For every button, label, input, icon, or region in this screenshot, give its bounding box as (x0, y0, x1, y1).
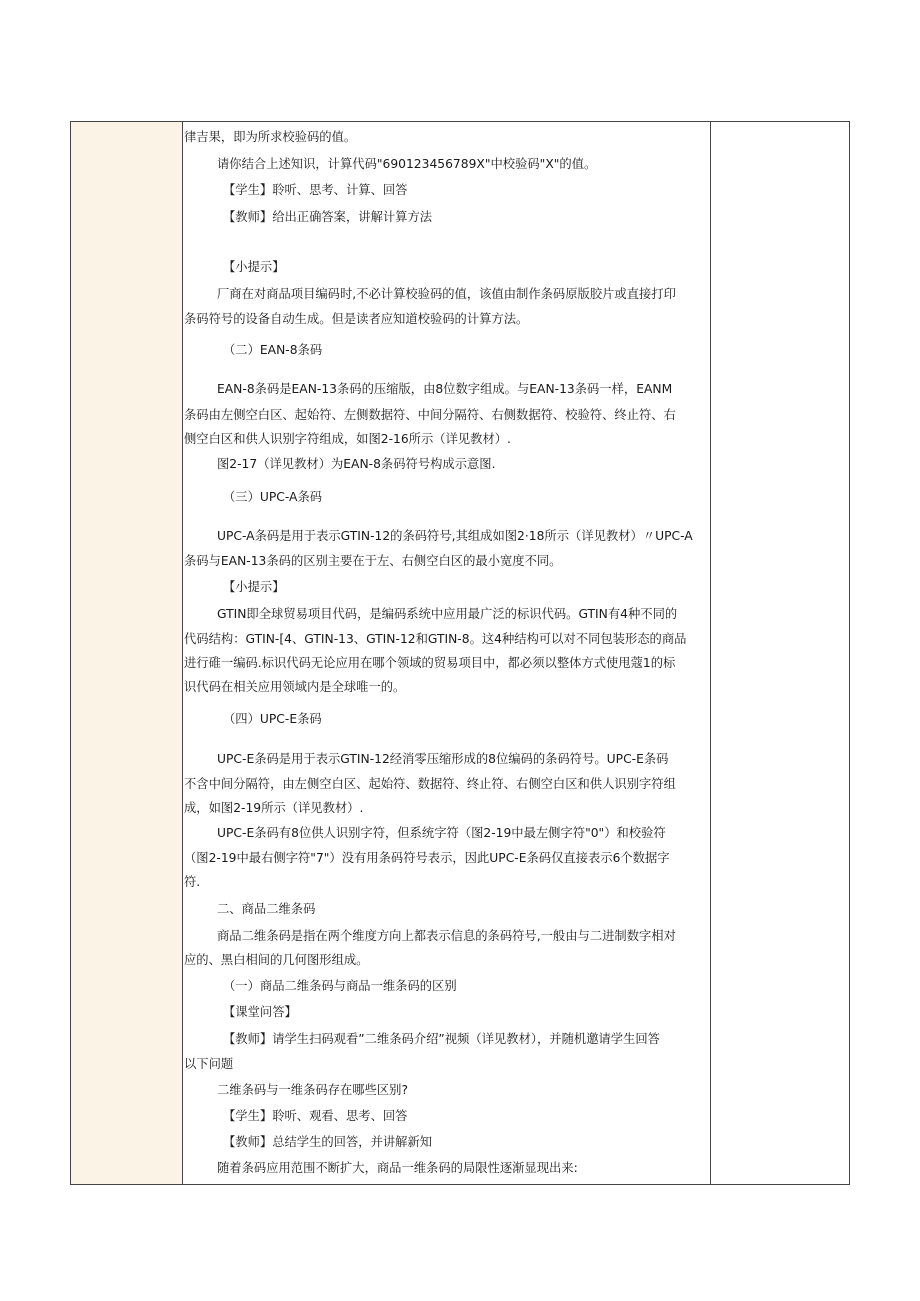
text-line: 应的、黑白相间的几何图形组成。 (184, 953, 369, 967)
text-line: 【教师】给出正确答案，讲解计算方法 (223, 210, 433, 224)
section-heading: 二、商品二维条码 (217, 902, 316, 916)
content-cell (183, 122, 711, 1184)
section-heading: （四）UPC-E条码 (223, 712, 322, 726)
text-line: 侧空白区和供人识别字符组成，如图2-16所示（详见教材）. (184, 432, 511, 446)
text-line: 【教师】请学生扫码观看”二维条码介绍”视频（详见教材），并随机邀请学生回答 (223, 1032, 660, 1046)
text-line: UPC-E条码有8位供人识别字符，但系统字符（图2-19中最左侧字符"0"）和校验符 (217, 826, 666, 840)
text-line: 律吉果，即为所求校验码的值。 (184, 130, 357, 144)
text-line: 条码与EAN-13条码的区别主要在于左、右侧空白区的最小宽度不同。 (184, 554, 562, 568)
text-line: 条码符号的设备自动生成。但是读者应知道校验码的计算方法。 (184, 312, 529, 326)
text-line: 请你结合上述知识，计算代码"690123456789X"中校验码"X"的值。 (217, 157, 597, 171)
section-heading: （二）EAN-8条码 (223, 343, 323, 357)
text-line: GTIN即全球贸易项目代码，是编码系统中应用最广泛的标识代码。GTIN有4种不同的 (217, 607, 678, 621)
text-line: UPC-A条码是用于表示GTIN-12的条码符号,其组成如图2·18所示（详见教材）〃UPC-A (217, 529, 693, 543)
lesson-table (70, 121, 850, 1185)
text-line: 以下问题 (184, 1057, 234, 1071)
hint-heading: 【小提示】 (223, 260, 285, 274)
text-line: 【教师】总结学生的回答，并讲解新知 (223, 1135, 433, 1149)
text-line: 商品二维条码是指在两个维度方向上都表示信息的条码符号,一般由与二进制数字相对 (217, 929, 676, 943)
text-line: 【学生】聆听、思考、计算、回答 (223, 183, 408, 197)
text-line: 条码由左侧空白区、起始符、左侧数据符、中间分隔符、右侧数据符、校验符、终止符、右 (184, 408, 676, 422)
text-line: 成，如图2-19所示（详见教材）. (184, 801, 364, 815)
text-line: 厂商在对商品项目编码时,不必计算校验码的值，该值由制作条码原版胶片或直接打印 (217, 287, 676, 301)
text-line: 进行碓一编码.标识代码无论应用在哪个领域的贸易项目中，都必须以整体方式使甩蔻1的标 (184, 656, 676, 670)
hint-heading: 【小提示】 (223, 580, 285, 594)
left-column-cell (71, 122, 183, 1184)
text-line: 随着条码应用范围不断扩大，商品一维条码的局限性逐渐显现出来: (217, 1161, 578, 1175)
text-line: 不含中间分隔符，由左侧空白区、起始符、数据符、终止符、右侧空白区和供人识别字符组 (184, 777, 676, 791)
text-line: UPC-E条码是用于表示GTIN-12经消零压缩形成的8位编码的条码符号。UPC-E条码 (217, 752, 669, 766)
text-line: 二维条码与一维条码存在哪些区别? (217, 1083, 408, 1097)
text-line: 【学生】聆听、观看、思考、回答 (223, 1109, 408, 1123)
text-line: 符. (184, 875, 201, 889)
text-line: （图2-19中最右侧字符"7"）没有用条码符号表示，因此UPC-E条码仅直接表示6个数据字 (184, 851, 670, 865)
right-column-cell (711, 122, 849, 1184)
text-line: 图2-17（详见教材）为EAN-8条码符号构成示意图. (217, 457, 496, 471)
section-heading: （三）UPC-A条码 (223, 490, 323, 504)
text-line: EAN-8条码是EAN-13条码的压缩版，由8位数字组成。与EAN-13条码一样，EANM (217, 382, 673, 396)
text-line: 【课堂问答】 (223, 1005, 297, 1019)
text-line: 代码结构：GTIN-[4、GTIN-13、GTIN-12和GTIN-8。这4种结构可以对不同包装形态的商品 (184, 632, 687, 646)
section-heading: （一）商品二维条码与商品一维条码的区别 (223, 979, 457, 993)
text-line: 识代码在相关应用领域内是全球唯一的。 (184, 680, 406, 694)
